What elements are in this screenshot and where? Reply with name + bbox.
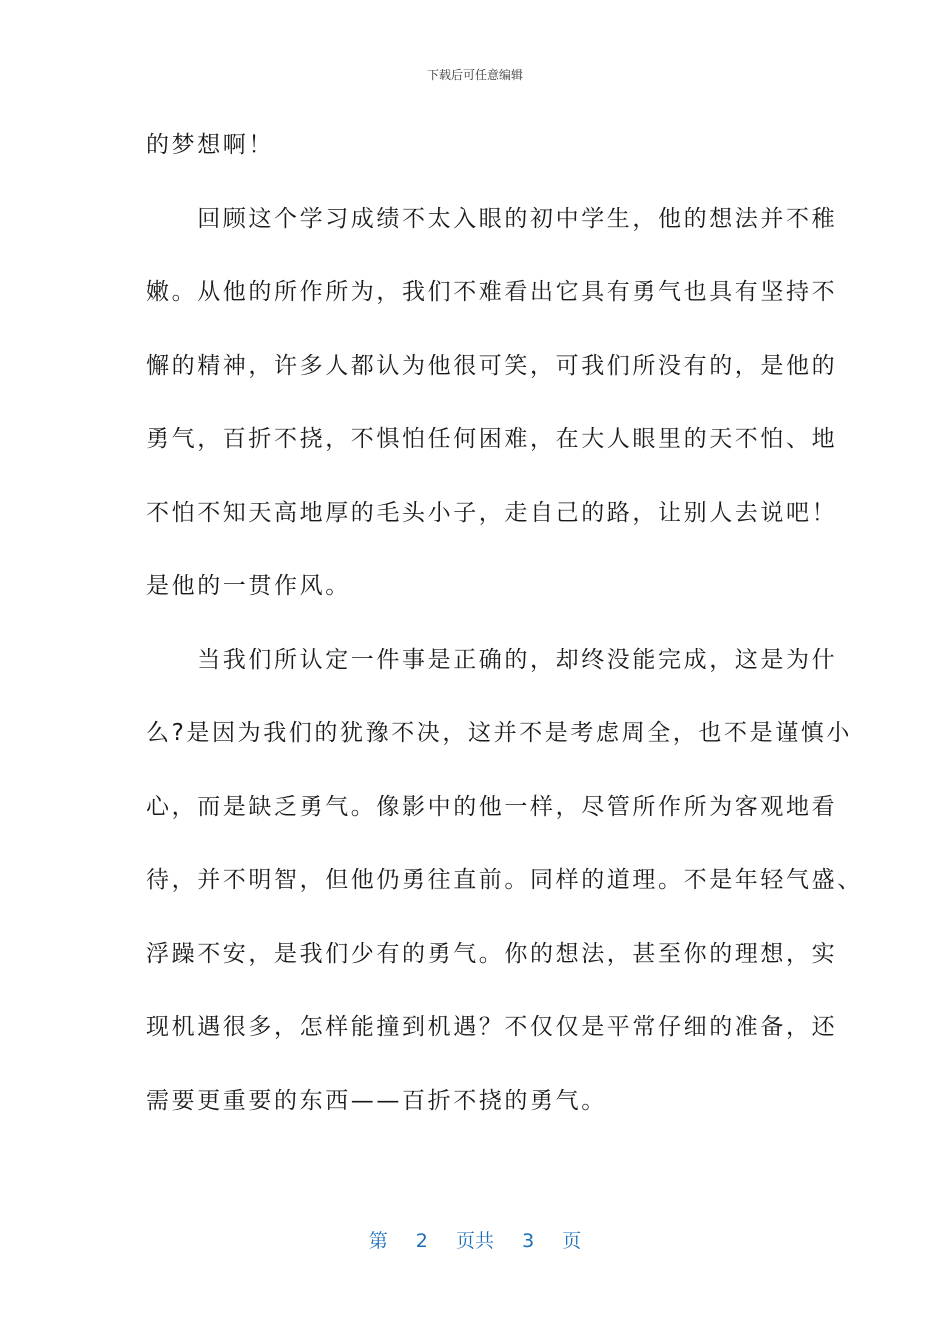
page-number-suffix: 页: [562, 1230, 582, 1252]
paragraph-line: 么?是因为我们的犹豫不决，这并不是考虑周全，也不是谨慎小: [146, 720, 853, 746]
page-footer: [0, 1226, 950, 1253]
paragraph-line: 不怕不知天高地厚的毛头小子，走自己的路，让别人去说吧！: [146, 499, 838, 526]
paragraph-line: 需要更重要的东西——百折不挠的勇气。: [146, 1087, 607, 1114]
paragraph-line: 心，而是缺乏勇气。像影中的他一样，尽管所作所为客观地看: [146, 793, 838, 820]
total-pages-number: 3: [522, 1230, 535, 1252]
paragraph-line: 勇气，百折不挠，不惧怕任何困难，在大人眼里的天不怕、地: [146, 426, 838, 452]
paragraph-line: 浮躁不安，是我们少有的勇气。你的想法，甚至你的理想，实: [146, 940, 838, 967]
page-number-middle: 页共: [455, 1230, 494, 1252]
current-page-number: 2: [415, 1230, 428, 1252]
paragraph-line: 回顾这个学习成绩不太入眼的初中学生，他的想法并不稚: [146, 205, 838, 232]
document-body: [146, 124, 863, 1153]
paragraph-line: 的梦想啊！: [146, 132, 274, 158]
paragraph-line: 懈的精神，许多人都认为他很可笑，可我们所没有的，是他的: [146, 352, 838, 379]
page-number-prefix: 第: [368, 1230, 388, 1252]
paragraph-line: 现机遇很多，怎样能撞到机遇？不仅仅是平常仔细的准备，还: [146, 1014, 838, 1040]
paragraph-line: 当我们所认定一件事是正确的，却终没能完成，这是为什: [146, 646, 838, 673]
paragraph-line: 待，并不明智，但他仍勇往直前。同样的道理。不是年轻气盛、: [146, 867, 863, 893]
paragraph-line: 是他的一贯作风。: [146, 573, 351, 599]
page-header: 下载后可任意编辑: [426, 68, 523, 82]
paragraph-line: 嫩。从他的所作所为，我们不难看出它具有勇气也具有坚持不: [146, 279, 838, 305]
